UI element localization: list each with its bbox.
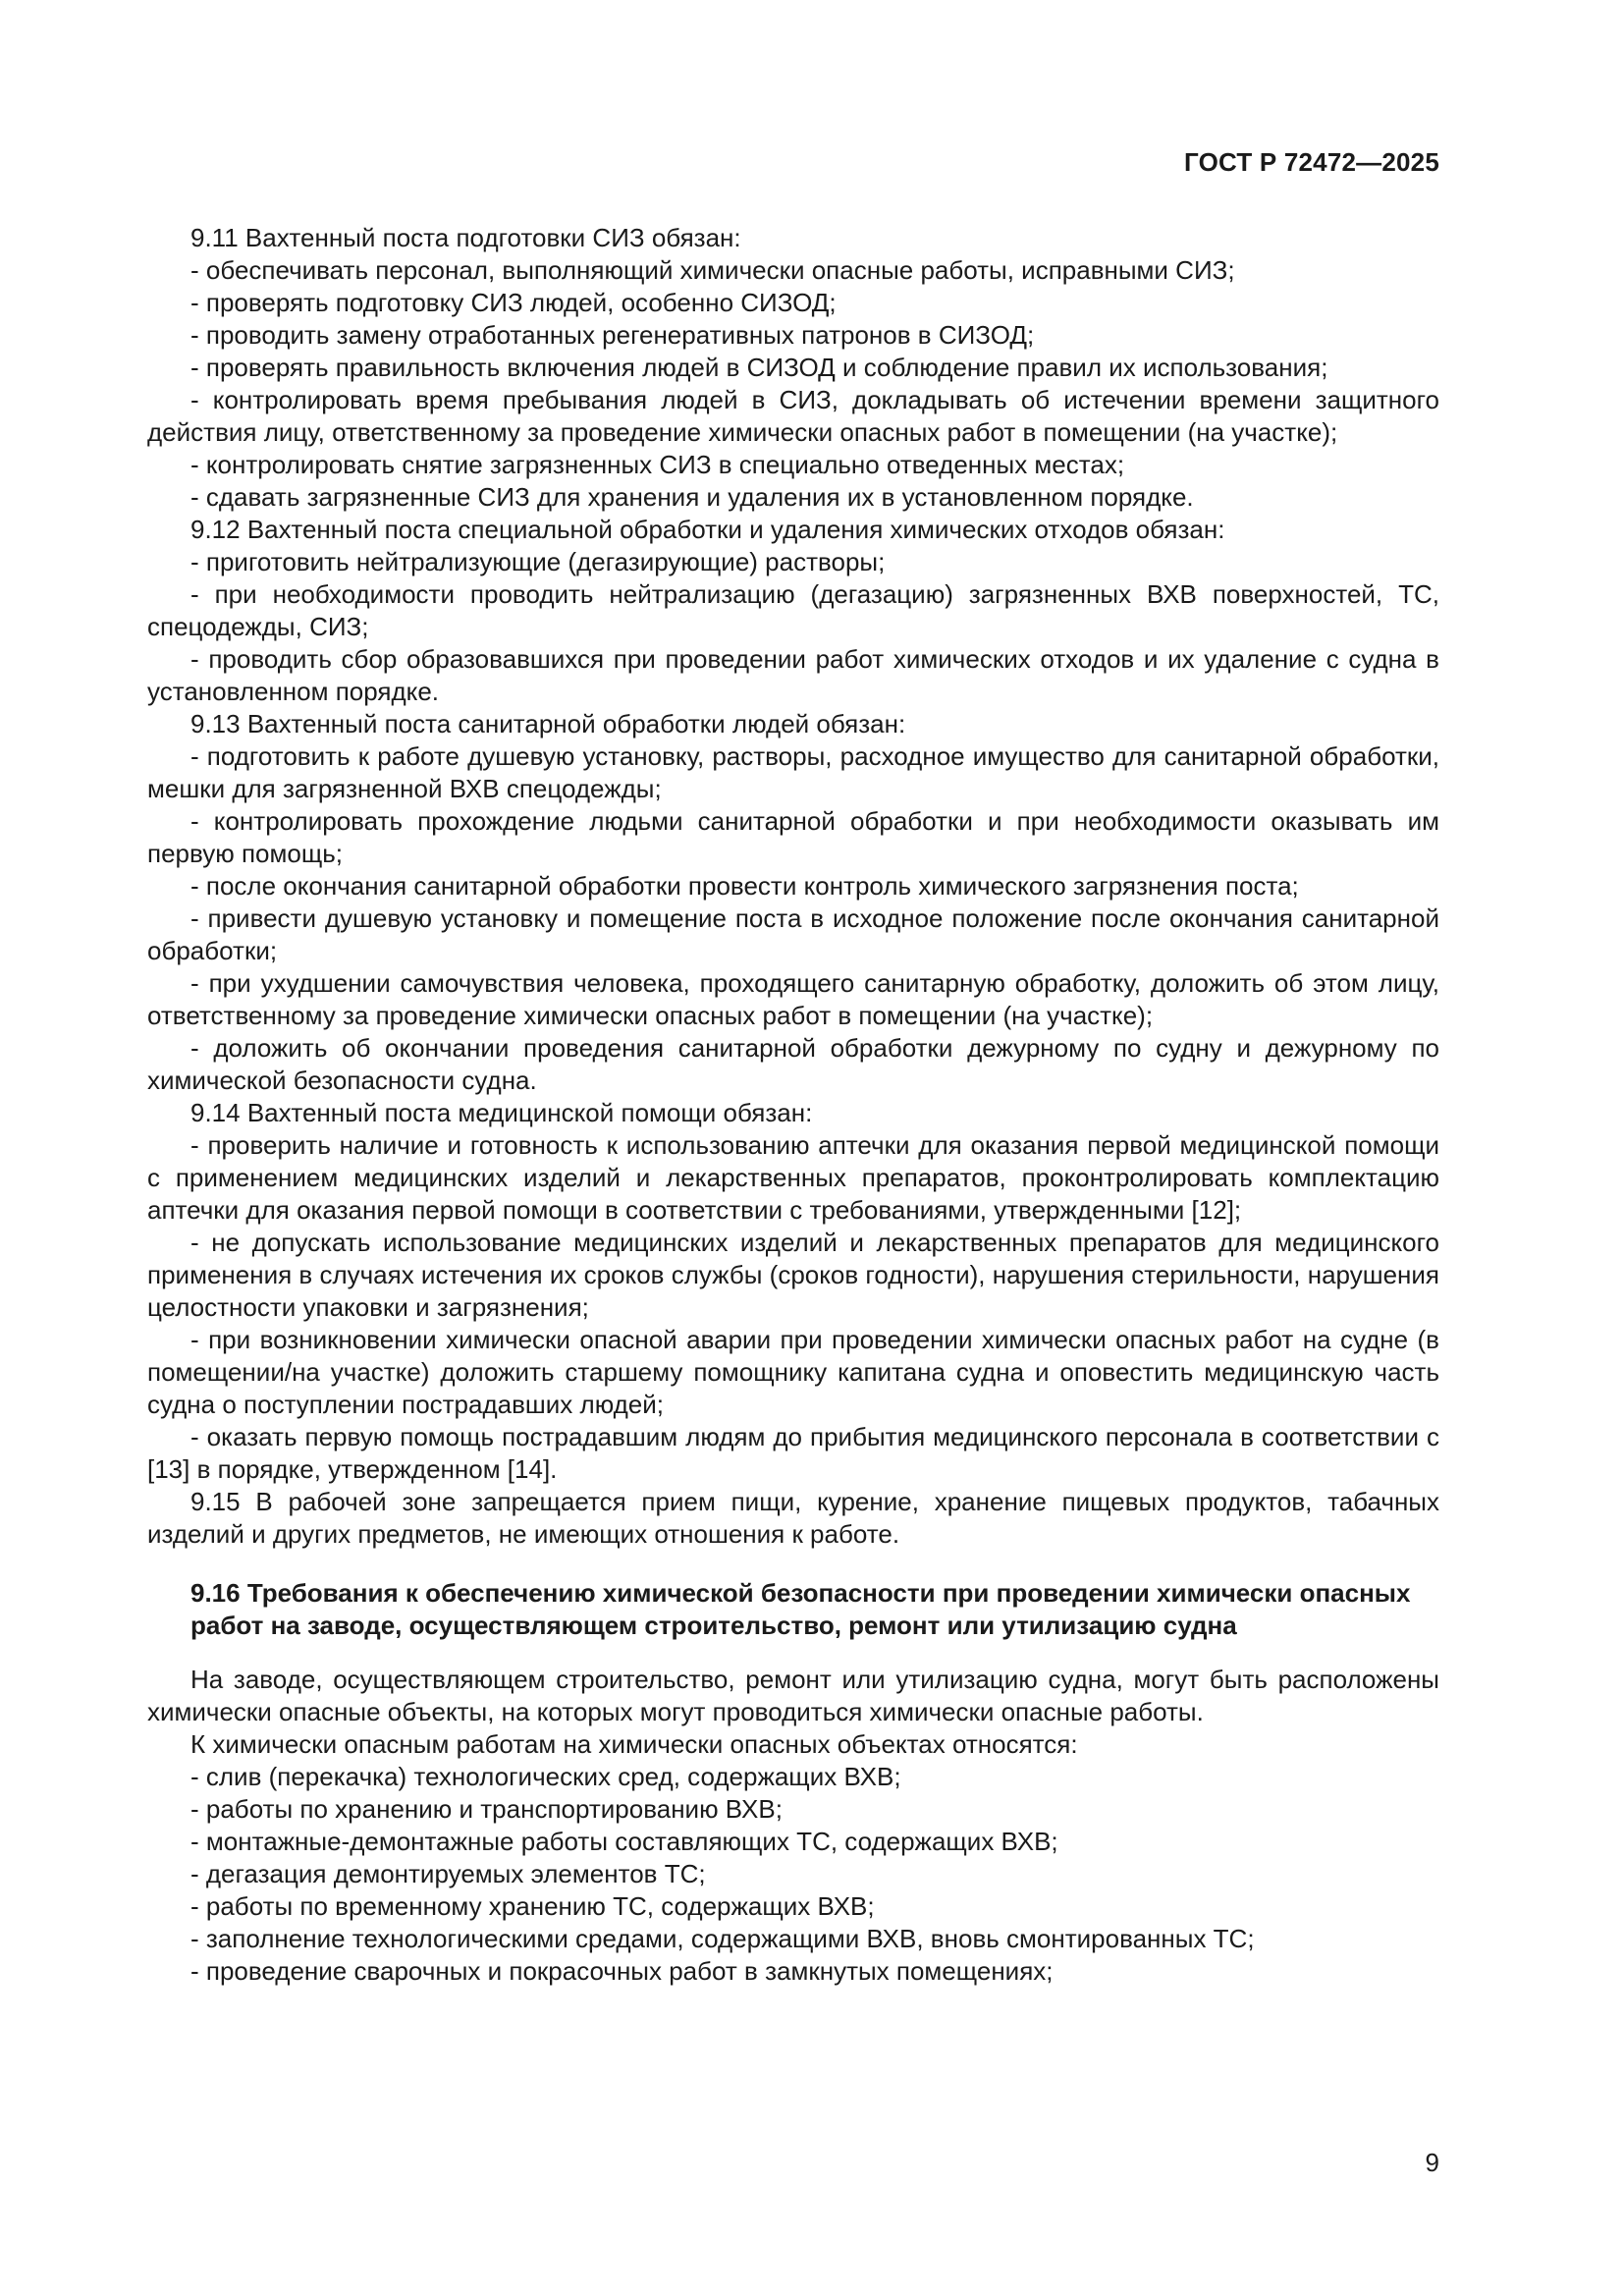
- list-item: - проверить наличие и готовность к использованию аптечки для оказания первой медицинской помощи с применением медицинских изделий и лекарственных препаратов, проконтролировать комплектацию аптечки для оказания первой помощи в соответствии с требованиями, утвержденными [12];: [147, 1130, 1439, 1225]
- list-item: - проведение сварочных и покрасочных работ в замкнутых помещениях;: [190, 1956, 1054, 1986]
- list-item: - доложить об окончании проведения санитарной обработки дежурному по судну и дежурному по химической безопасности судна.: [147, 1033, 1439, 1095]
- paragraph: 9.12 Вахтенный поста специальной обработки и удаления химических отходов обязан:: [190, 515, 1225, 544]
- list-item: - оказать первую помощь пострадавшим людям до прибытия медицинского персонала в соответствии с [13] в порядке, утвержденном [14].: [147, 1422, 1439, 1484]
- paragraph: 9.11 Вахтенный поста подготовки СИЗ обязан:: [190, 223, 741, 252]
- list-item: - слив (перекачка) технологических сред, содержащих ВХВ;: [190, 1762, 901, 1791]
- list-item: - контролировать время пребывания людей в СИЗ, докладывать об истечении времени защитного действия лицу, ответственному за проведение химически опасных работ в помещении (на участке);: [147, 385, 1439, 447]
- list-item: - заполнение технологическими средами, содержащими ВХВ, вновь смонтированных ТС;: [190, 1924, 1255, 1953]
- paragraph: На заводе, осуществляющем строительство, ремонт или утилизацию судна, могут быть расположены химически опасные объекты, на которых могут проводиться химически опасные работы.: [147, 1665, 1439, 1726]
- list-item: - обеспечивать персонал, выполняющий химически опасные работы, исправными СИЗ;: [190, 255, 1235, 285]
- list-item: - дегазация демонтируемых элементов ТС;: [190, 1859, 706, 1888]
- paragraph: 9.14 Вахтенный поста медицинской помощи обязан:: [190, 1098, 813, 1127]
- list-item: - при ухудшении самочувствия человека, проходящего санитарную обработку, доложить об этом лицу, ответственному за проведение химически опасных работ в помещении (на участке);: [147, 968, 1439, 1030]
- list-item: - работы по временному хранению ТС, содержащих ВХВ;: [190, 1891, 875, 1921]
- document-code-header: ГОСТ Р 72472—2025: [1184, 147, 1439, 177]
- list-item: - сдавать загрязненные СИЗ для хранения и удаления их в установленном порядке.: [190, 482, 1194, 512]
- section-subheading: 9.16 Требования к обеспечению химической безопасности при проведении химически опасных работ на заводе, осуществляющем строительство, ремонт или утилизацию судна: [190, 1578, 1411, 1640]
- paragraph: 9.15 В рабочей зоне запрещается прием пищи, курение, хранение пищевых продуктов, табачных изделий и других предметов, не имеющих отношения к работе.: [147, 1487, 1439, 1549]
- list-item: - при необходимости проводить нейтрализацию (дегазацию) загрязненных ВХВ поверхностей, ТС, спецодежды, СИЗ;: [147, 579, 1439, 641]
- paragraphs-after-subheading: [147, 1664, 1439, 1988]
- list-item: - контролировать прохождение людьми санитарной обработки и при необходимости оказывать им первую помощь;: [147, 806, 1439, 868]
- list-item: - подготовить к работе душевую установку, растворы, расходное имущество для санитарной обработки, мешки для загрязненной ВХВ спецодежды;: [147, 741, 1439, 803]
- paragraphs-before-subheading: [147, 222, 1439, 1551]
- document-body: [147, 222, 1439, 1988]
- list-item: - проверять подготовку СИЗ людей, особенно СИЗОД;: [190, 288, 837, 317]
- list-item: - не допускать использование медицинских изделий и лекарственных препаратов для медицинского применения в случаях истечения их сроков службы (сроков годности), нарушения стерильности, нарушения целостности упаковки и загрязнения;: [147, 1228, 1439, 1322]
- page-number: 9: [1425, 2148, 1439, 2177]
- list-item: - проверять правильность включения людей в СИЗОД и соблюдение правил их использования;: [190, 353, 1328, 382]
- list-item: - проводить сбор образовавшихся при проведении работ химических отходов и их удаление с судна в установленном порядке.: [147, 644, 1439, 706]
- list-item: - проводить замену отработанных регенеративных патронов в СИЗОД;: [190, 320, 1035, 350]
- list-item: - после окончания санитарной обработки провести контроль химического загрязнения поста;: [190, 871, 1299, 901]
- list-item: - при возникновении химически опасной аварии при проведении химически опасных работ на судне (в помещении/на участке) доложить старшему помощнику капитана судна и оповестить медицинскую часть судна о поступлении пострадавших людей;: [147, 1325, 1439, 1419]
- list-item: - контролировать снятие загрязненных СИЗ в специально отведенных местах;: [190, 450, 1125, 479]
- paragraph: 9.13 Вахтенный поста санитарной обработки людей обязан:: [190, 709, 906, 738]
- list-item: - привести душевую установку и помещение поста в исходное положение после окончания санитарной обработки;: [147, 903, 1439, 965]
- list-item: - приготовить нейтрализующие (дегазирующие) растворы;: [190, 547, 886, 576]
- paragraph: К химически опасным работам на химически опасных объектах относятся:: [190, 1729, 1078, 1759]
- list-item: - работы по хранению и транспортированию ВХВ;: [190, 1794, 783, 1824]
- list-item: - монтажные-демонтажные работы составляющих ТС, содержащих ВХВ;: [190, 1827, 1058, 1856]
